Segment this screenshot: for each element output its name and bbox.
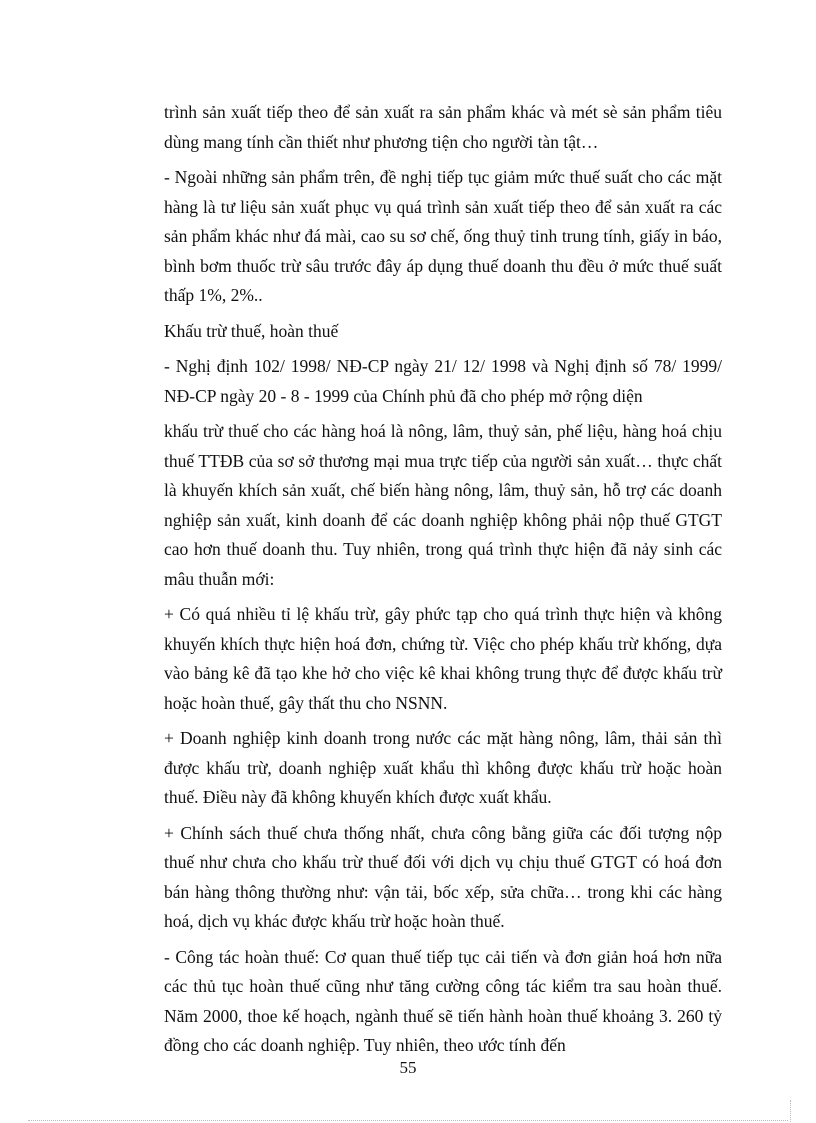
paragraph-refund: - Công tác hoàn thuế: Cơ quan thuế tiếp tục cải tiến và đơn giản hoá hơn nữa các thủ tục hoàn thuế cũng như tăng cường công tác kiểm tra sau hoàn thuế. Năm 2000, thoe kế hoạch, ngành thuế sẽ tiến hành hoàn thuế khoảng 3. 260 tỷ đồng cho các doanh nghiệp. Tuy nhiên, theo ước tính đến (164, 946, 722, 1055)
paragraph-issue-export: + Doanh nghiệp kinh doanh trong nước các mặt hàng nông, lâm, thải sản thì được khấu trừ, doanh nghiệp xuất khẩu thì không được khấu trừ hoặc hoàn thuế. Điều này đã không khuyến khích được xuất khẩu. (164, 728, 722, 807)
paragraph-proposal: - Ngoài những sản phẩm trên, đề nghị tiếp tục giảm mức thuế suất cho các mặt hàng là tư liệu sản xuất phục vụ quá trình sản xuất tiếp theo để sản xuất ra các sản phẩm khác như đá mài, cao su sơ chế, ống thuỷ tinh trung tính, giấy in báo, bình bơm thuốc trừ sâu trước đây áp dụng thuế doanh thu đều ở mức thuế suất thấp 1%, 2%.. (164, 167, 722, 305)
bottom-dotted-rule (28, 1120, 788, 1121)
page-number: 55 (399, 1058, 417, 1077)
body-text (164, 98, 722, 1067)
paragraph-decree: - Nghị định 102/ 1998/ NĐ-CP ngày 21/ 12/ 1998 và Nghị định số 78/ 1999/ NĐ-CP ngày 20 - 8 - 1999 của Chính phủ đã cho phép mở rộng diện (164, 356, 722, 406)
paragraph-issue-ratios: + Có quá nhiều tỉ lệ khấu trừ, gây phức tạp cho quá trình thực hiện và không khuyến khích thực hiện hoá đơn, chứng từ. Việc cho phép khấu trừ khống, dựa vào bảng kê đã tạo khe hở cho việc kê khai không trung thực để được khấu trừ hoặc hoàn thuế, gây thất thu cho NSNN. (164, 604, 722, 713)
paragraph-deduction-scope: khấu trừ thuế cho các hàng hoá là nông, lâm, thuỷ sản, phế liệu, hàng hoá chịu thuế TTĐB của sơ sở thương mại mua trực tiếp của người sản xuất… thực chất là khuyến khích sản xuất, chế biến hàng nông, lâm, thuỷ sản, hỗ trợ các doanh nghiệp sản xuất, kinh doanh để các doanh nghiệp không phải nộp thuế GTGT cao hơn thuế doanh thu. Tuy nhiên, trong quá trình thực hiện đã nảy sinh các mâu thuẫn mới: (164, 421, 722, 589)
section-heading: Khấu trừ thuế, hoàn thuế (164, 320, 339, 341)
paragraph-continuation: trình sản xuất tiếp theo để sản xuất ra sản phẩm khác và mét sè sản phẩm tiêu dùng mang tính cần thiết như phương tiện cho người tàn tật… (164, 102, 722, 152)
paragraph-issue-policy: + Chính sách thuế chưa thống nhất, chưa công bằng giữa các đối tượng nộp thuế như chưa cho khấu trừ thuế đối với dịch vụ chịu thuế GTGT có hoá đơn bán hàng thông thường như: vận tải, bốc xếp, sửa chữa… trong khi các hàng hoá, dịch vụ khác được khấu trừ hoặc hoàn thuế. (164, 822, 722, 931)
corner-dotted-rule (790, 1100, 791, 1122)
